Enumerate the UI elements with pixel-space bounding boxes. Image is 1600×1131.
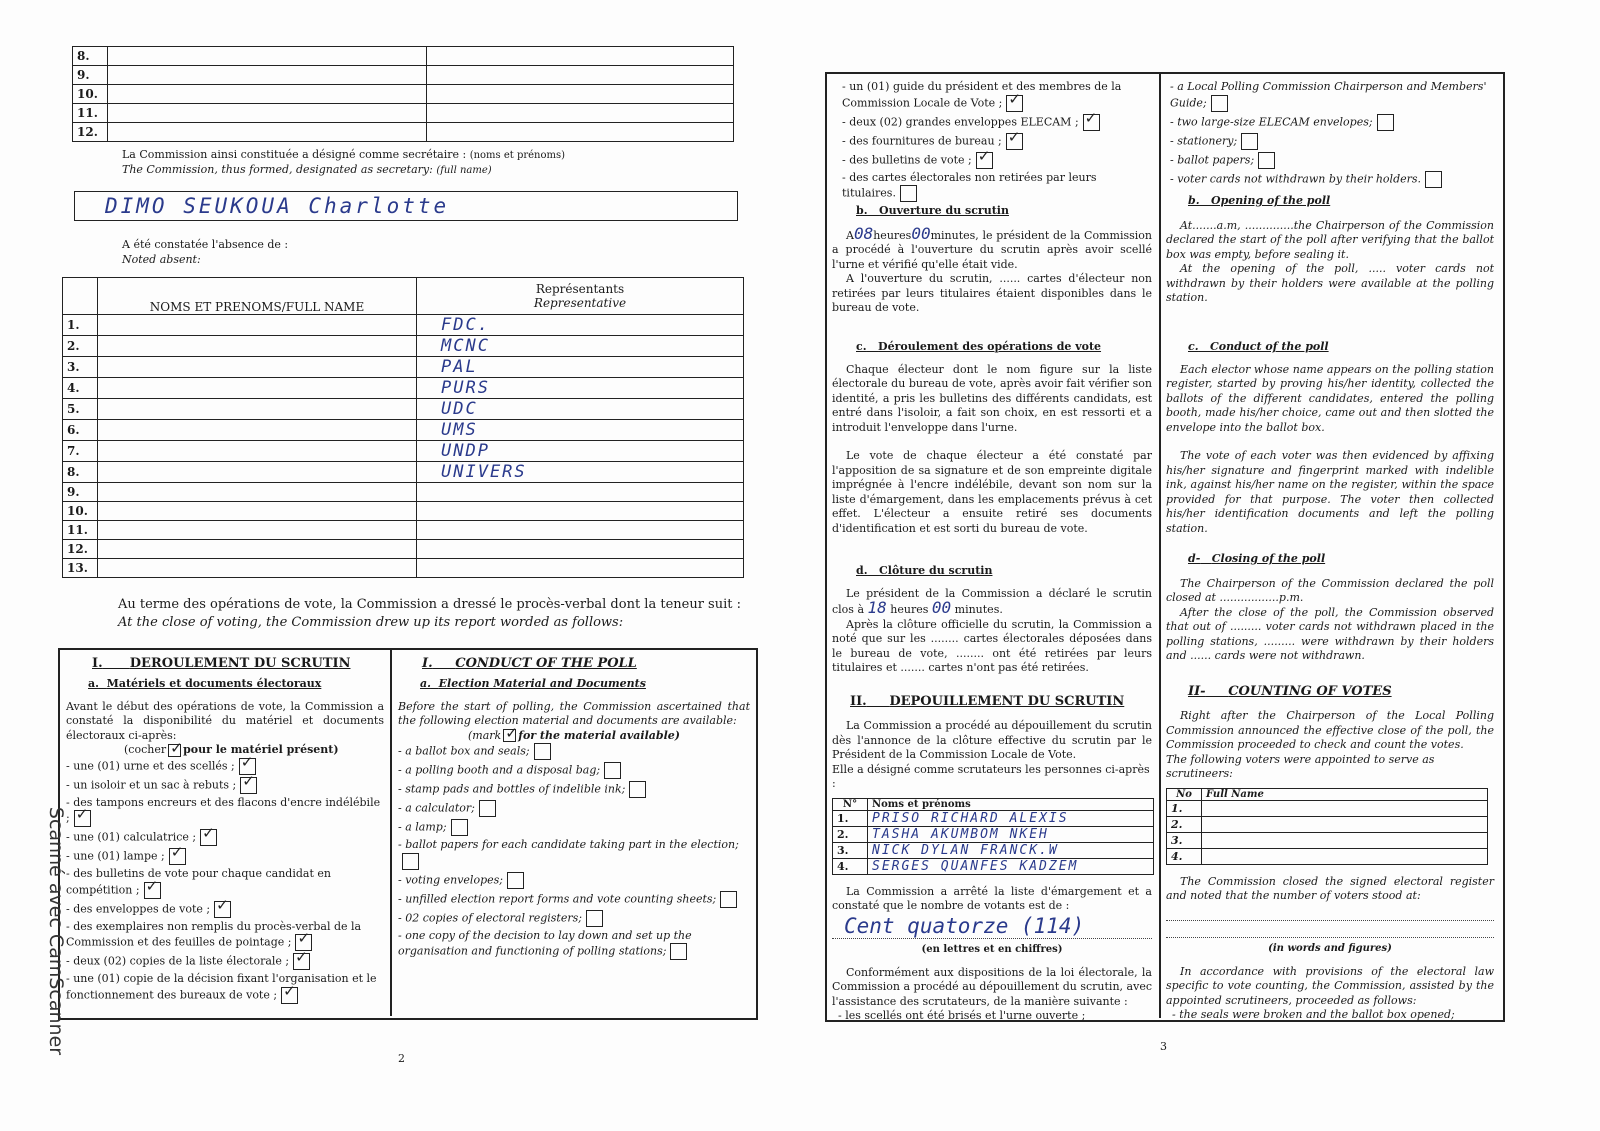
material-list-fr [66,758,384,1004]
material-item: - des fournitures de bureau ;✓ [842,133,1152,150]
scrutineer-row-en: 1. [1167,800,1488,816]
representative-cell: FDC. [417,315,744,336]
scrutineer-row: 1. PRISO RICHARD ALEXIS [833,810,1154,826]
material-checkbox[interactable] [1241,133,1258,150]
material-item: - des bulletins de vote pour chaque candidat en compétition ;✓ [66,867,384,899]
secretary-caption: La Commission ainsi constituée a désigné comme secrétaire : (noms et prénoms) The Commission, thus formed, designated as secretary: (full name) [122,148,566,176]
material-item: - voting envelopes; [398,872,750,889]
material-list-fr-cont [842,80,1152,204]
absent-col-name: NOMS ET PRENOMS/FULL NAME [98,278,417,315]
material-item: - a lamp; [398,819,750,836]
material-item: - une (01) urne et des scellés ;✓ [66,758,384,775]
material-checkbox[interactable] [293,953,310,970]
representative-cell [417,483,744,502]
material-checkbox[interactable] [214,901,231,918]
sub-c-fr-title: c. Déroulement des opérations de vote [856,340,1102,353]
absent-row: 8. UNIVERS [63,462,744,483]
material-checkbox[interactable] [144,882,161,899]
material-checkbox[interactable] [451,819,468,836]
section-2-fr-title: II. DEPOUILLEMENT DU SCRUTIN [850,694,1125,709]
counting-fr: II. DEPOUILLEMENT DU SCRUTIN La Commission a procédé au dépouillement du scrutin dès l'annonce de la clôture effective du scrutin par le Président de la Commission Locale de Vote. Elle a désigné comme scrutateurs les personnes ci-après : N° Noms et prénoms 1. PRISO RICHARD ALEXIS 2. TASHA AKUMBOM NKEH 3. NICK DYLAN FRANCK.W 4. SERGES QUANFES KADZEM La Commission a arrêté la liste d'émargement et a constaté que le nombre de votants est de : Cent quatorze (114) (en lettres et en chiffres) Conformément aux dispositions de la loi électorale, la Commission a procédé au dépouillement du scrutin, avec l'assistance des scrutateurs, de la manière suivante : - les scellés ont été brisés et l'urne ouverte ; [832,694,1152,1022]
material-item: - des cartes électorales non retirées par leurs titulaires. [842,171,1152,203]
secretary-name: DIMO SEUKOUA Charlotte [105,194,450,218]
material-item: - des bulletins de vote ;✓ [842,152,1152,169]
material-item: - a calculator; [398,800,750,817]
scrutineer-name: PRISO RICHARD ALEXIS [868,810,1154,826]
material-checkbox[interactable] [507,872,524,889]
representative-cell: PURS [417,378,744,399]
absent-row: 7. UNDP [63,441,744,462]
absent-row: 4. PURS [63,378,744,399]
members-row: 12. [73,123,734,142]
members-row: 8. [73,47,734,66]
members-row: 10. [73,85,734,104]
material-checkbox[interactable] [534,743,551,760]
representative-cell: UDC [417,399,744,420]
material-checkbox[interactable] [586,910,603,927]
scrutineer-name: NICK DYLAN FRANCK.W [868,842,1154,858]
material-list-en [398,743,750,960]
closing-hour: 18 [867,598,887,617]
sub-a-fr-title: a. Matériels et documents électoraux [88,677,322,690]
scrutineer-row: 4. SERGES QUANFES KADZEM [833,858,1154,874]
conduct-fr: c. Déroulement des opérations de vote Chaque électeur dont le nom figure sur la liste électorale du bureau de vote, après avoir fait vérifier son identité, a pris les bulletins des différents candidats, est entré dans l'isoloir, a fait son choix, en est ressorti et a introduit l'enveloppe dans l'urne. Le vote de chaque électeur a été constaté par l'apposition de sa signature et de son empreinte digitale imprégnée à l'encre indélébile, devant son nom sur la liste d'émargement, dans les emplacements prévus à cet effet. L'électeur a ensuite retiré ses documents d'identification et est sorti du bureau de vote. [832,340,1152,535]
absent-col-rep: Représentants Representative [417,278,744,315]
material-item: - a ballot box and seals; [398,743,750,760]
report-caption: Au terme des opérations de vote, la Commission a dressé le procès-verbal dont la teneur suit : At the close of voting, the Commission drew up its report worded as follows: [118,597,741,630]
scanner-watermark: Scanné avec CamScanner [45,806,68,1056]
material-item: - des exemplaires non remplis du procès-verbal de la Commission et des feuilles de pointage ;✓ [66,920,384,952]
closing-en: d- Closing of the poll The Chairperson of the Commission declared the poll closed at .................p.m. After the close of the poll, the Commission observed that out of ......... voter cards not withdrawn placed in the polling stations, ......... were withdrawn by their holders and ...... cards were not withdrawn. [1166,552,1494,662]
material-item: - une (01) copie de la décision fixant l'organisation et le fonctionnement des bureaux de vote ;✓ [66,972,384,1004]
scrutineer-row-en: 4. [1167,848,1488,864]
page-number-left: 2 [398,1052,405,1065]
material-item: - un (01) guide du président et des membres de la Commission Locale de Vote ;✓ [842,80,1152,112]
material-checkbox[interactable] [670,943,687,960]
material-checkbox[interactable] [1006,133,1023,150]
material-checkbox[interactable] [1377,114,1394,131]
material-item: - un isoloir et un sac à rebuts ;✓ [66,777,384,794]
material-item: - one copy of the decision to lay down and set up the organisation and functioning of polling stations; [398,929,750,961]
absent-row: 11. [63,521,744,540]
material-checkbox[interactable] [200,829,217,846]
material-checkbox[interactable] [402,853,419,870]
top-members-table [72,46,734,142]
material-item: - deux (02) copies de la liste électorale ;✓ [66,953,384,970]
material-item: - voter cards not withdrawn by their holders. [1170,171,1492,188]
material-item: - ballot papers; [1170,152,1492,169]
material-item: - two large-size ELECAM envelopes; [1170,114,1492,131]
representative-cell: UMS [417,420,744,441]
scrutineers-table: N° Noms et prénoms 1. PRISO RICHARD ALEXIS 2. TASHA AKUMBOM NKEH 3. NICK DYLAN FRANCK.W 4. SERGES QUANFES KADZEM [832,798,1154,875]
absent-caption: A été constatée l'absence de : Noted absent: [122,238,289,266]
section-1-en: I. CONDUCT OF THE POLL a. Election Material and Documents Before the start of polling, the Commission ascertained that the following election material and documents are available: (mark✓ for the material available) - a ballot box and seals; - a polling booth and a disposal bag; - stamp pads and bottles of indelible ink; - a calculator; - a lamp; - ballot papers for each candidate taking part in the election; - voting envelopes; - unfilled election report forms and vote counting sheets; - 02 copies of electoral registers; - one copy of the decision to lay down and set up the organisation and functioning of polling stations; [398,656,750,962]
material-checkbox[interactable] [74,810,91,827]
material-checkbox[interactable] [629,781,646,798]
material-item: - 02 copies of electoral registers; [398,910,750,927]
material-checkbox[interactable] [169,848,186,865]
sub-d-fr-title: d. Clôture du scrutin [856,564,993,577]
absent-row: 3. PAL [63,357,744,378]
material-item: - a polling booth and a disposal bag; [398,762,750,779]
material-checkbox[interactable] [1425,171,1442,188]
material-checkbox[interactable] [1211,95,1228,112]
section-1-fr: I. DEROULEMENT DU SCRUTIN a. Matériels et documents électoraux Avant le début des opérations de vote, la Commission a constaté la disponibilité du matériel et documents électoraux ci-après: (cocher✓ pour le matériel présent) - une (01) urne et des scellés ;✓ - un isoloir et un sac à rebuts ;✓ - des tampons encreurs et des flacons d'encre indélébile ;✓ - une (01) calculatrice ;✓ - une (01) lampe ;✓ - des bulletins de vote pour chaque candidat en compétition ;✓ - des enveloppes de vote ;✓ - des exemplaires non remplis du procès-verbal de la Commission et des feuilles de pointage ;✓ - deux (02) copies de la liste électorale ;✓ - une (01) copie de la décision fixant l'organisation et le fonctionnement des bureaux de vote ;✓ [66,656,384,1006]
closing-minutes: 00 [931,598,952,617]
absent-row: 2. MCNC [63,336,744,357]
counting-en: II- COUNTING OF VOTES Right after the Chairperson of the Local Polling Commission announced the effective close of the poll, the Commission proceeded to check and count the votes. The following voters were appointed to serve as scrutineers: No Full Name 1. 2. 3. 4. The Commission closed the signed electoral register and noted that the number of voters stood at: (in words and figures) In accordance with provisions of the electoral law specific to vote counting, the Commission, assisted by the appointed scrutineers, proceeded as follows: - the seals were broken and the ballot box opened; [1166,684,1494,1021]
material-checkbox[interactable] [240,777,257,794]
material-list-en-cont [1170,80,1492,190]
secretary-name-box [74,191,738,221]
material-item: - des enveloppes de vote ;✓ [66,901,384,918]
representative-cell: PAL [417,357,744,378]
representative-cell: UNIVERS [417,462,744,483]
members-row: 9. [73,66,734,85]
scrutineer-row: 3. NICK DYLAN FRANCK.W [833,842,1154,858]
material-item: - une (01) calculatrice ;✓ [66,829,384,846]
material-item: - stamp pads and bottles of indelible ink; [398,781,750,798]
material-item: - stationery; [1170,133,1492,150]
absent-row: 10. [63,502,744,521]
opening-hour: 08 [853,223,874,243]
material-checkbox[interactable] [1083,114,1100,131]
material-checkbox[interactable] [604,762,621,779]
representative-cell: UNDP [417,441,744,462]
sub-d-en-title: d- Closing of the poll [1188,552,1326,565]
scrutineers-table-en: No Full Name 1. 2. 3. 4. [1166,788,1488,865]
members-row: 11. [73,104,734,123]
absent-row: 1. FDC. [63,315,744,336]
absent-row: 13. [63,559,744,578]
material-checkbox[interactable] [1006,95,1023,112]
material-item: - deux (02) grandes enveloppes ELECAM ;✓ [842,114,1152,131]
section-1-fr-title: I. DEROULEMENT DU SCRUTIN [92,656,351,671]
scrutineer-row-en: 3. [1167,832,1488,848]
material-item: - des tampons encreurs et des flacons d'encre indélébile ;✓ [66,796,384,828]
sub-b-fr-title: b. Ouverture du scrutin [856,204,1009,217]
material-checkbox[interactable] [976,152,993,169]
section-2-en-title: II- COUNTING OF VOTES [1188,684,1392,699]
page-number-right: 3 [1160,1040,1167,1053]
material-checkbox[interactable] [900,185,917,202]
absent-row: 5. UDC [63,399,744,420]
absent-table [62,277,744,578]
sub-b-en-title: b. Opening of the poll [1188,194,1331,207]
voters-count: Cent quatorze (114) [832,914,1152,939]
representative-cell [417,521,744,540]
representative-cell: MCNC [417,336,744,357]
material-item: - ballot papers for each candidate taking part in the election; [398,838,750,870]
scrutineer-name: SERGES QUANFES KADZEM [868,858,1154,874]
representative-cell [417,559,744,578]
material-checkbox[interactable] [720,891,737,908]
material-checkbox[interactable] [1258,152,1275,169]
sub-a-en-title: a. Election Material and Documents [420,677,646,690]
opening-minutes: 00 [911,223,931,243]
conduct-en: c. Conduct of the poll Each elector whose name appears on the polling station register, started by proving his/her identity, collected the ballots of the different candidates, entered the polling booth, made his/her choice, came out and then slotted the envelope into the ballot box. The vote of each voter was then evidenced by affixing his/her signature and fingerprint marked with indelible ink, against his/her name on the register, within the space provided for that purpose. The voter then collected his/her identification documents and left the polling station. [1166,340,1494,535]
representative-cell [417,540,744,559]
closing-fr: d. Clôture du scrutin Le président de la Commission a déclaré le scrutin clos à 18 heures 00 minutes. Après la clôture officielle du scrutin, la Commission a noté que sur les ........ cartes électorales déposées dans le bureau de vote, ........ ont été retirées par leurs titulaires et ....... cartes n'ont pas été retirées. [832,564,1152,674]
material-item: - a Local Polling Commission Chairperson and Members' Guide; [1170,80,1492,112]
material-item: - une (01) lampe ;✓ [66,848,384,865]
opening-en: b. Opening of the poll At.......a.m, ..............the Chairperson of the Commission declared the start of the poll after verifying that the ballot box was empty, before sealing it. At the opening of the poll, ..... voter cards not withdrawn by their holders were available at the polling station. [1166,194,1494,304]
absent-row: 12. [63,540,744,559]
section-1-en-title: I. CONDUCT OF THE POLL [422,656,637,671]
scrutineer-row-en: 2. [1167,816,1488,832]
material-checkbox[interactable] [479,800,496,817]
material-checkbox[interactable] [281,987,298,1004]
absent-row: 9. [63,483,744,502]
sub-c-en-title: c. Conduct of the poll [1188,340,1329,353]
scrutineer-name: TASHA AKUMBOM NKEH [868,826,1154,842]
scrutineer-row: 2. TASHA AKUMBOM NKEH [833,826,1154,842]
absent-row: 6. UMS [63,420,744,441]
representative-cell [417,502,744,521]
material-item: - unfilled election report forms and vote counting sheets; [398,891,750,908]
opening-fr: b. Ouverture du scrutin A08heures00minutes, le président de la Commission a procédé à l'ouverture du scrutin après avoir scellé l'urne et vérifié qu'elle était vide. A l'ouverture du scrutin, ...... cartes d'électeur non retirées par leurs titulaires étaient disponibles dans le bureau de vote. [832,204,1152,314]
